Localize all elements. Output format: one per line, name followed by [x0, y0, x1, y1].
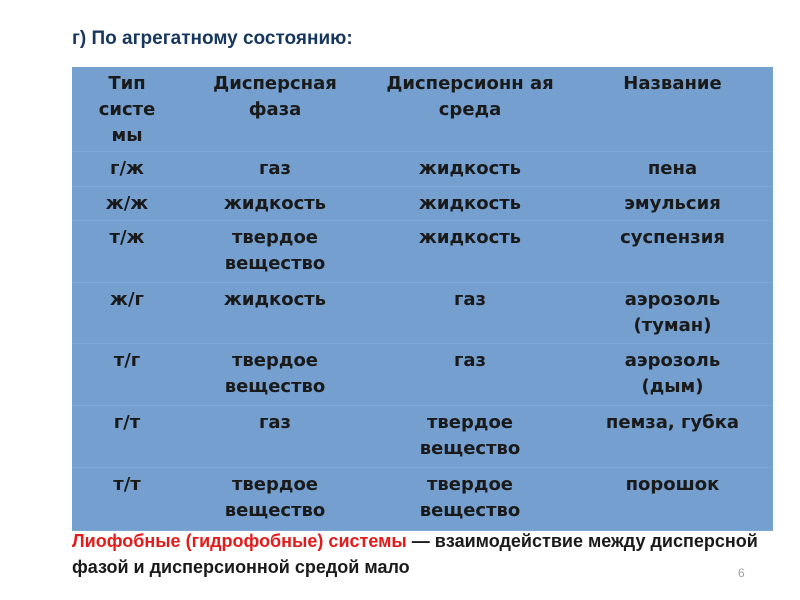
- table-row: [72, 343, 773, 405]
- cell-phase: твердое вещество: [182, 467, 368, 530]
- cell-name: суспензия: [572, 220, 773, 282]
- cell-medium: жидкость: [368, 186, 572, 220]
- disperse-systems-table: [72, 67, 773, 530]
- cell-name: аэрозоль (дым): [572, 343, 773, 405]
- cell-type: г/ж: [72, 151, 182, 186]
- cell-medium: жидкость: [368, 220, 572, 282]
- cell-medium: твердое вещество: [368, 405, 572, 467]
- classification-table: [72, 67, 773, 531]
- definition-text: — взаимодействие между дисперсной фазой и дисперсионной средой мало: [72, 531, 758, 577]
- header-dispersion-medium: Дисперсионн ая среда: [368, 67, 572, 151]
- table-header-row: [72, 67, 773, 151]
- header-name: Название: [572, 67, 773, 151]
- cell-phase: жидкость: [182, 186, 368, 220]
- cell-name: пемза, губка: [572, 405, 773, 467]
- cell-name: аэрозоль (туман): [572, 282, 773, 343]
- table-row: [72, 282, 773, 343]
- cell-phase: газ: [182, 405, 368, 467]
- cell-type: т/г: [72, 343, 182, 405]
- cell-phase: жидкость: [182, 282, 368, 343]
- cell-medium: твердое вещество: [368, 467, 572, 530]
- cell-phase: газ: [182, 151, 368, 186]
- hydrophobic-term: (гидрофобные) системы: [180, 531, 407, 551]
- cell-type: т/ж: [72, 220, 182, 282]
- page-number: 6: [738, 566, 745, 580]
- table-row: [72, 220, 773, 282]
- cell-phase: твердое вещество: [182, 220, 368, 282]
- cell-type: г/т: [72, 405, 182, 467]
- cell-type: ж/г: [72, 282, 182, 343]
- table-row: [72, 405, 773, 467]
- cell-type: ж/ж: [72, 186, 182, 220]
- cell-medium: газ: [368, 282, 572, 343]
- header-dispersed-phase: Дисперсная фаза: [182, 67, 368, 151]
- lyophobic-term: Лиофобные: [72, 531, 181, 551]
- cell-type: т/т: [72, 467, 182, 530]
- cell-phase: твердое вещество: [182, 343, 368, 405]
- cell-name: пена: [572, 151, 773, 186]
- cell-name: эмульсия: [572, 186, 773, 220]
- slide-heading: г) По агрегатному состоянию:: [72, 28, 353, 49]
- table-row: [72, 151, 773, 186]
- cell-name: порошок: [572, 467, 773, 530]
- cell-medium: газ: [368, 343, 572, 405]
- header-system-type: Тип систе мы: [72, 67, 182, 151]
- cell-medium: жидкость: [368, 151, 572, 186]
- table-row: [72, 186, 773, 220]
- table-row: [72, 467, 773, 530]
- definition-note: [72, 528, 772, 580]
